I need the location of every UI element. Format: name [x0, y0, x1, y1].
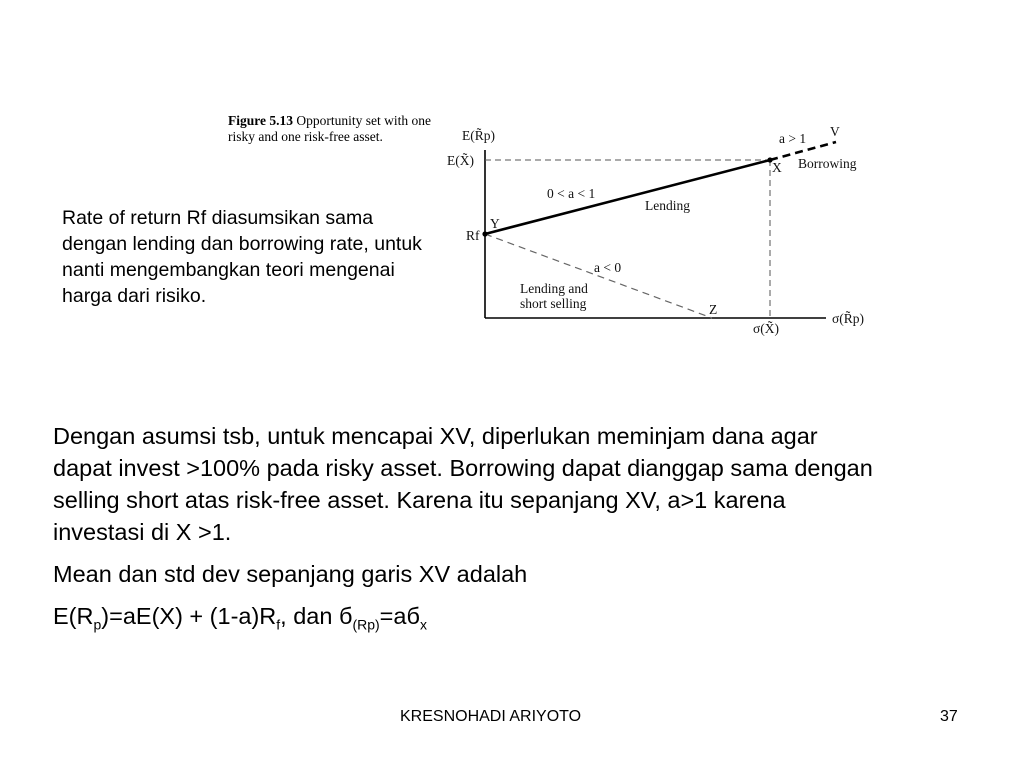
y-axis-label: E(R̃p) — [462, 128, 495, 143]
formula-part-2: )=aE(X) + (1-a)R — [101, 603, 277, 629]
point-v-label: V — [830, 124, 840, 139]
formula-sub-3: (Rp) — [352, 616, 380, 633]
point-y-label: Y — [490, 216, 500, 231]
paragraph-2: Mean dan std dev sepanjang garis XV adalah — [53, 561, 528, 587]
footer-author: KRESNOHADI ARIYOTO — [400, 708, 582, 725]
formula — [53, 600, 873, 632]
paragraph-1: Dengan asumsi tsb, untuk mencapai XV, diperlukan meminjam dana agar dapat invest >100% pada risky asset. Borrowing dapat dianggap sama dengan selling short atas risk-free asset. Karena itu sepanjang XV, a>1 karena investasi di X >1. — [53, 423, 873, 545]
side-note: Rate of return Rf diasumsikan sama dengan lending dan borrowing rate, untuk nanti mengembangkan teori mengenai harga dari risiko. — [62, 207, 422, 307]
figure-caption-label: Figure 5.13 — [228, 113, 293, 128]
lending-short-label-1: Lending and — [520, 281, 588, 296]
ex-tick-label: E(X̃) — [447, 153, 474, 168]
formula-part-4: =aб — [379, 603, 420, 629]
point-rf-marker — [482, 231, 487, 236]
a-lt-0-label: a < 0 — [594, 260, 622, 275]
a-gt-1-label: a > 1 — [779, 131, 807, 146]
body-text — [53, 420, 873, 642]
formula-sub-1: p — [93, 616, 102, 633]
point-x-label: X — [772, 160, 782, 175]
lending-label: Lending — [645, 198, 690, 213]
borrowing-label: Borrowing — [798, 156, 857, 171]
formula-part-1: E(R — [53, 603, 94, 629]
page-number: 37 — [940, 708, 958, 725]
figure-caption-text: Opportunity set with one risky and one risk-free asset. — [228, 113, 431, 144]
x-axis-label: σ(R̃p) — [832, 311, 865, 326]
formula-sub-4: x — [419, 616, 427, 633]
formula-sub-2: f — [276, 616, 281, 633]
lending-short-label-2: short selling — [520, 296, 587, 311]
sigma-x-tick-label: σ(X̃) — [753, 321, 780, 336]
zero-lt-a-lt-1-label: 0 < a < 1 — [547, 186, 596, 201]
rf-tick-label: Rf — [466, 228, 480, 243]
point-z-label: Z — [709, 302, 718, 317]
formula-part-3: , dan б — [280, 603, 353, 629]
lending-line — [485, 160, 770, 234]
